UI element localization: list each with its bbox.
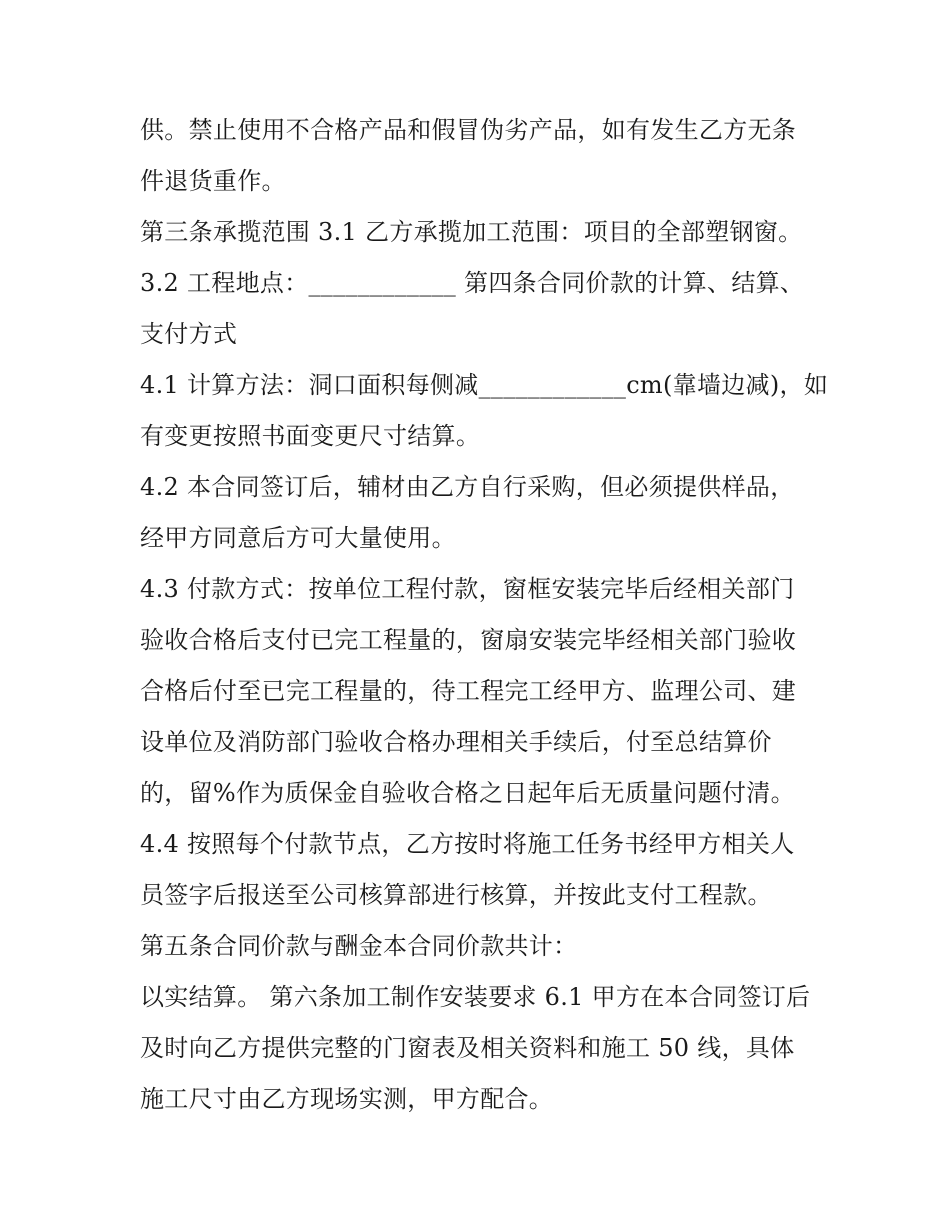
- text-line: 以实结算。 第六条加工制作安装要求 6.1 甲方在本合同签订后: [140, 983, 811, 1011]
- text-line: 员签字后报送至公司核算部进行核算，并按此支付工程款。: [140, 881, 772, 909]
- text-line: 施工尺寸由乙方现场实测，甲方配合。: [140, 1085, 554, 1113]
- text-line: 4.4 按照每个付款节点，乙方按时将施工任务书经甲方相关人: [140, 830, 795, 858]
- text-line: 4.3 付款方式：按单位工程付款，窗框安装完毕后经相关部门: [140, 575, 795, 603]
- text-line: 支付方式: [140, 320, 238, 348]
- text-line: 设单位及消防部门验收合格办理相关手续后，付至总结算价: [140, 728, 772, 756]
- text-line: 件退货重作。: [140, 167, 286, 195]
- text-line: 验收合格后支付已完工程量的，窗扇安装完毕经相关部门验收: [140, 626, 797, 654]
- document-body: [140, 105, 829, 1125]
- text-line: 供。禁止使用不合格产品和假冒伪劣产品，如有发生乙方无条: [140, 116, 797, 144]
- text-line: 及时向乙方提供完整的门窗表及相关资料和施工 50 线，具体: [140, 1034, 795, 1062]
- text-line: 第五条合同价款与酬金本合同价款共计：: [140, 932, 578, 960]
- text-line: 4.1 计算方法：洞口面积每侧减____________cm(靠墙边减)，如: [140, 371, 829, 399]
- text-line: 4.2 本合同签订后，辅材由乙方自行采购，但必须提供样品，: [140, 473, 795, 501]
- text-line: 3.2 工程地点：____________ 第四条合同价款的计算、结算、: [140, 269, 805, 297]
- text-line: 第三条承揽范围 3.1 乙方承揽加工范围：项目的全部塑钢窗。: [140, 218, 803, 246]
- text-line: 合格后付至已完工程量的，待工程完工经甲方、监理公司、建: [140, 677, 797, 705]
- text-line: 经甲方同意后方可大量使用。: [140, 524, 456, 552]
- text-line: 有变更按照书面变更尺寸结算。: [140, 422, 481, 450]
- text-line: 的，留%作为质保金自验收合格之日起年后无质量问题付清。: [140, 779, 795, 807]
